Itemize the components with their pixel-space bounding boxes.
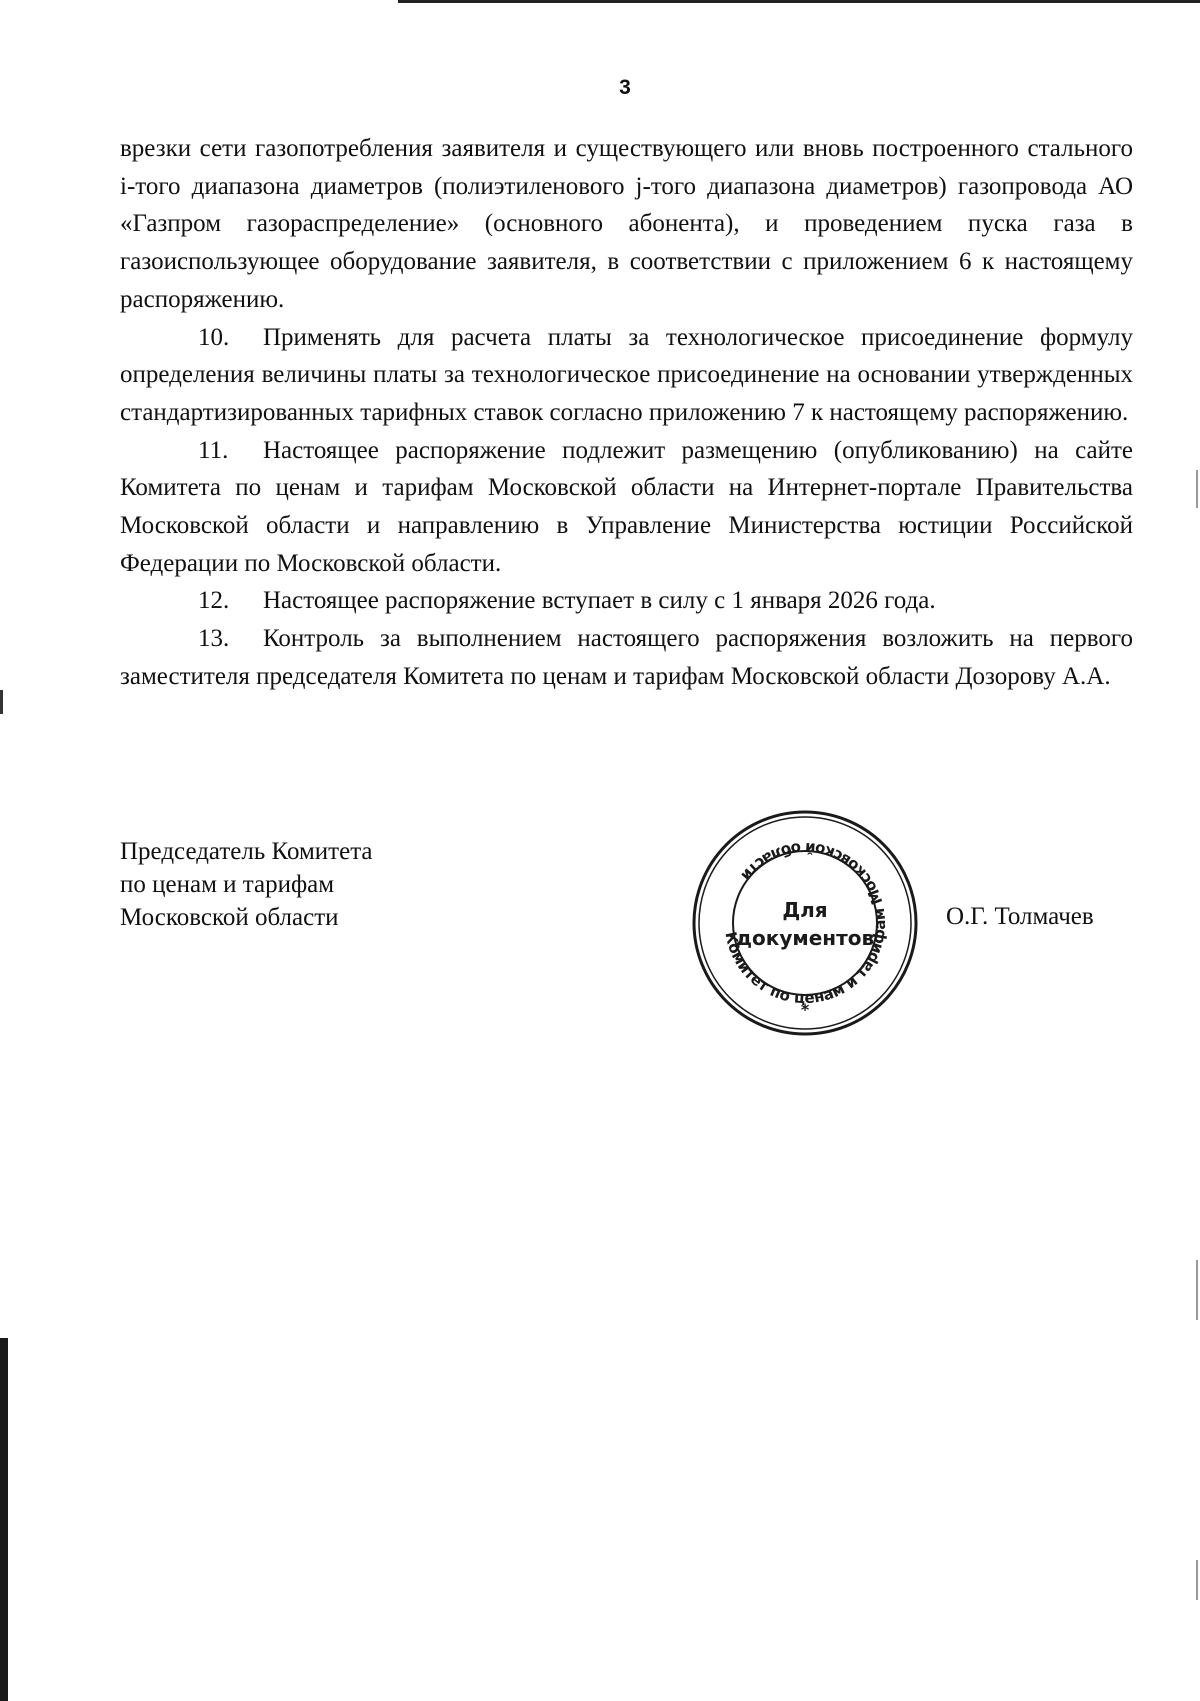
signer-position-line: Председатель Комитета xyxy=(120,838,373,865)
paragraph-10 xyxy=(120,319,1133,432)
paragraph-11 xyxy=(120,432,1133,583)
signer-position xyxy=(120,835,373,934)
scan-edge-mark xyxy=(1196,1560,1198,1600)
paragraph-text: Настоящее распоряжение вступает в силу с 1 января 2026 года. xyxy=(263,587,936,615)
signer-position-line: по ценам и тарифам xyxy=(120,871,335,898)
paragraph-13 xyxy=(120,620,1133,695)
paragraph-text: Настоящее распоряжение подлежит размещению (опубликованию) на сайте Комитета по ценам и тарифам Московской области на Интернет-портале Правительства Московской области и направлению в Управление Министерства юстиции Российской Федерации по Московской области. xyxy=(120,436,1133,577)
scan-edge-mark xyxy=(1196,1260,1198,1320)
paragraph-text: Применять для расчета платы за технологическое присоединение формулу определения величины платы за технологическое присоединение на основании утвержденных стандартизированных тарифных ставок согласно приложению 7 к настоящему распоряжению. xyxy=(120,323,1133,426)
top-border-line xyxy=(398,0,1200,3)
star-icon: * xyxy=(800,1000,810,1019)
official-stamp xyxy=(689,807,921,1039)
paragraph-number: 12. xyxy=(198,587,230,615)
paragraph-continuation xyxy=(120,130,1133,319)
stamp-center-line1: Для xyxy=(782,898,828,922)
scan-edge-shadow xyxy=(0,1338,8,1701)
signer-position-line: Московской области xyxy=(120,904,339,931)
scan-edge-mark xyxy=(0,690,3,714)
paragraph-number: 11. xyxy=(198,436,229,464)
paragraph-text: Контроль за выполнением настоящего распоряжения возложить на первого заместителя председателя Комитета по ценам и тарифам Московской области Дозорову А.А. xyxy=(120,625,1133,690)
signer-name: О.Г. Толмачев xyxy=(946,903,1094,930)
paragraph-number: 13. xyxy=(198,625,230,653)
stamp-center-line2: документов xyxy=(735,926,875,950)
stamp-ring-text: Комитет по ценам и тарифам Московской области xyxy=(721,838,890,1008)
paragraph-number: 10. xyxy=(198,323,230,351)
paragraph-text: врезки сети газопотребления заявителя и существующего или вновь построенного стального i-того диапазона диаметров (полиэтиленового j-того диапазона диаметров) газопровода АО «Газпром газораспределение» (основного абонента), и проведением пуска газа в газоиспользующее оборудование заявителя, в соответствии с приложением 6 к настоящему распоряжению. xyxy=(120,135,1133,313)
document-body xyxy=(120,130,1133,696)
paragraph-12 xyxy=(120,582,1133,620)
page-number: 3 xyxy=(619,76,631,99)
scan-edge-mark xyxy=(1196,470,1198,508)
